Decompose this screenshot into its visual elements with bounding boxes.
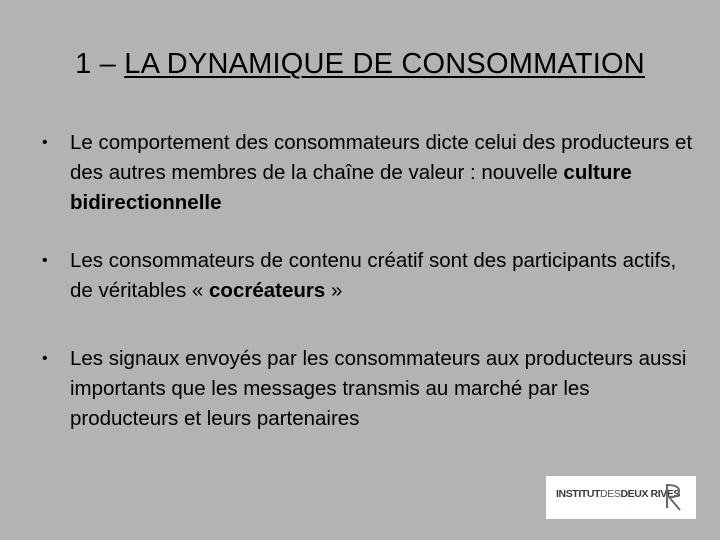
slide-title xyxy=(0,48,720,81)
bullet-text: Le comportement des consommateurs dicte celui des producteurs et des autres membres de la chaîne de valeur : nouvelle xyxy=(70,131,693,184)
title-prefix: 1 – xyxy=(75,48,125,80)
bullet-bold: culture bidirectionnelle xyxy=(70,161,632,214)
bullet-bold: cocréateurs xyxy=(209,279,326,302)
bullet-list xyxy=(42,128,702,434)
bullet-icon: • xyxy=(42,350,48,367)
bullet-text: Les consommateurs de contenu créatif sont des participants actifs, de véritables « xyxy=(70,249,677,302)
bullet-item xyxy=(42,344,702,434)
logo-text: INSTITUTDESDEUX RIVES xyxy=(556,488,681,500)
r-monogram-icon xyxy=(664,482,684,512)
bullet-text: Les signaux envoyés par les consommateurs aux producteurs aussi importants que les messages transmis au marché par les producteurs et leurs partenaires xyxy=(70,347,687,430)
institute-logo xyxy=(546,476,696,519)
bullet-text-after: » xyxy=(325,279,343,302)
bullet-icon: • xyxy=(42,134,48,151)
title-underlined: LA DYNAMIQUE DE CONSOMMATION xyxy=(124,48,645,80)
bullet-item xyxy=(42,128,702,218)
bullet-item xyxy=(42,246,702,306)
bullet-icon: • xyxy=(42,252,48,269)
logo-tagline: … xyxy=(624,504,628,509)
